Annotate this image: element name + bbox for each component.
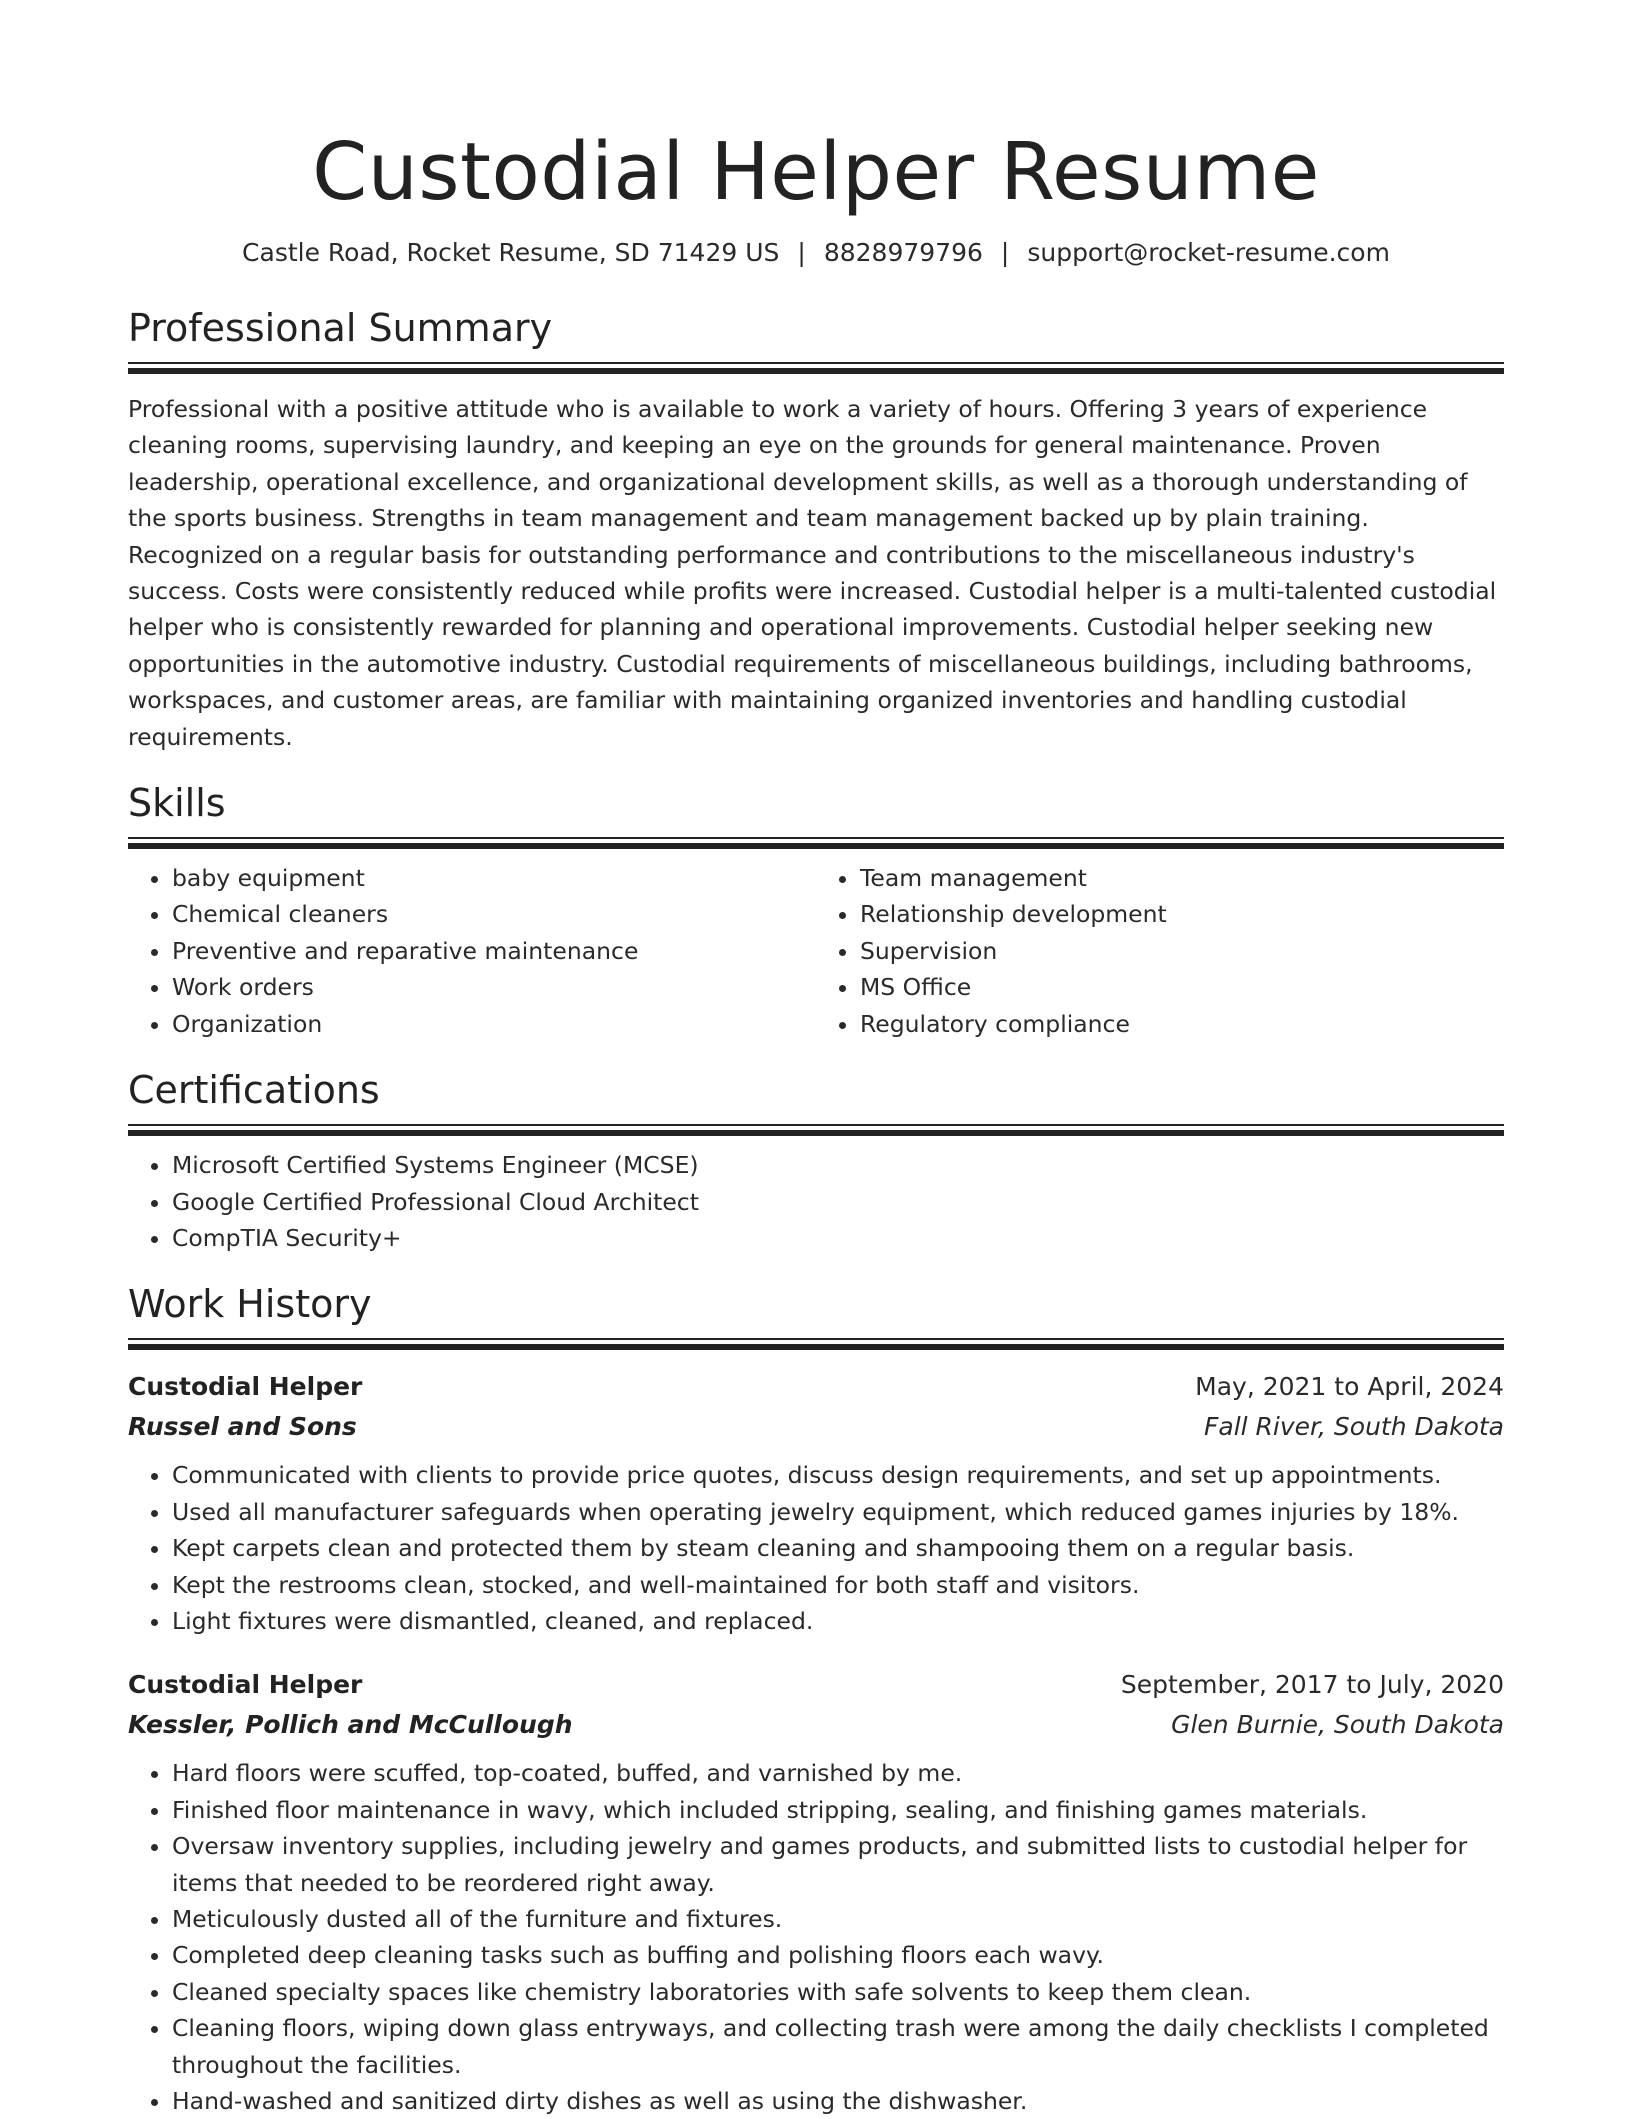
skills-section — [128, 779, 1504, 1042]
job-bullet: • Meticulously dusted all of the furniture and fixtures. — [172, 1901, 1504, 1937]
job-bullets — [128, 1755, 1504, 2119]
skill-item: • Supervision — [860, 933, 1504, 969]
skill-item: • Work orders — [172, 969, 816, 1005]
skills-heading: Skills — [128, 781, 226, 826]
skill-item: • Preventive and reparative maintenance — [172, 933, 816, 969]
job-bullet: • Oversaw inventory supplies, including jewelry and games products, and submitted lists to custodial helper for items that needed to be reordered right away. — [172, 1828, 1504, 1901]
work-history-section — [128, 1280, 1504, 2119]
skill-item: • baby equipment — [172, 860, 816, 896]
job-dates: September, 2017 to July, 2020 — [1120, 1670, 1504, 1700]
resume-title: Custodial Helper Resume — [312, 126, 1320, 218]
job-bullet: • Hard floors were scuffed, top-coated, buffed, and varnished by me. — [172, 1755, 1504, 1791]
job-bullets — [128, 1457, 1504, 1639]
section-divider — [128, 837, 1504, 850]
section-divider — [128, 1124, 1504, 1137]
job-subheader — [128, 1407, 1504, 1447]
skill-item: • Chemical cleaners — [172, 896, 816, 932]
certification-item: • Google Certified Professional Cloud Architect — [172, 1184, 1504, 1220]
summary-heading: Professional Summary — [128, 306, 553, 350]
certification-item: • CompTIA Security+ — [172, 1220, 1504, 1256]
job-entry — [128, 1665, 1504, 2119]
skill-item: • Regulatory compliance — [860, 1006, 1504, 1042]
job-bullet: • Communicated with clients to provide price quotes, discuss design requirements, and set up appointments. — [172, 1457, 1504, 1493]
job-header — [128, 1665, 1504, 1705]
job-bullet: • Finished floor maintenance in wavy, which included stripping, sealing, and finishing games materials. — [172, 1792, 1504, 1828]
job-title: Custodial Helper — [128, 1670, 363, 1700]
skill-item: • Organization — [172, 1006, 816, 1042]
section-divider — [128, 1338, 1504, 1351]
certifications-heading: Certifications — [128, 1068, 380, 1113]
certifications-list — [128, 1147, 1504, 1256]
job-bullet: • Cleaned specialty spaces like chemistry laboratories with safe solvents to keep them clean. — [172, 1974, 1504, 2010]
skill-item: • Team management — [860, 860, 1504, 896]
job-dates: May, 2021 to April, 2024 — [1195, 1372, 1504, 1402]
contact-line — [128, 236, 1504, 270]
resume-page — [128, 0, 1504, 2119]
skills-grid — [128, 860, 1504, 1042]
job-bullet: • Used all manufacturer safeguards when operating jewelry equipment, which reduced games injuries by 18%. — [172, 1494, 1504, 1530]
job-bullet: • Hand-washed and sanitized dirty dishes as well as using the dishwasher. — [172, 2083, 1504, 2119]
skill-item: • MS Office — [860, 969, 1504, 1005]
job-company: Kessler, Pollich and McCullough — [128, 1710, 573, 1740]
skills-list-right — [816, 860, 1504, 1042]
job-bullet: • Completed deep cleaning tasks such as buffing and polishing floors each wavy. — [172, 1937, 1504, 1973]
contact-phone: 8828979796 — [823, 238, 983, 267]
job-bullet: • Cleaning floors, wiping down glass entryways, and collecting trash were among the daily checklists I completed throughout the facilities. — [172, 2010, 1504, 2083]
job-title: Custodial Helper — [128, 1372, 363, 1402]
job-company: Russel and Sons — [128, 1412, 357, 1442]
contact-separator: | — [797, 238, 806, 267]
certifications-section — [128, 1066, 1504, 1256]
summary-text: Professional with a positive attitude who is available to work a variety of hours. Offering 3 years of experience cleaning rooms, supervising laundry, and keeping an eye on the grounds for general maintenance. Proven leadership, operational excellence, and organizational development skills, as well as a thorough understanding of the sports business. Strengths in team management and team management backed up by plain training. Recognized on a regular basis for outstanding performance and contributions to the miscellaneous industry's success. Costs were consistently reduced while profits were increased. Custodial helper is a multi-talented custodial helper who is consistently rewarded for planning and operational improvements. Custodial helper seeking new opportunities in the automotive industry. Custodial requirements of miscellaneous buildings, including bathrooms, workspaces, and customer areas, are familiar with maintaining organized inventories and handling custodial requirements. — [128, 395, 1497, 751]
section-divider — [128, 362, 1504, 375]
contact-separator: | — [1000, 238, 1010, 267]
job-bullet: • Kept carpets clean and protected them by steam cleaning and shampooing them on a regular basis. — [172, 1530, 1504, 1566]
skill-item: • Relationship development — [860, 896, 1504, 932]
work-history-heading: Work History — [128, 1282, 372, 1327]
skills-list-left — [128, 860, 816, 1042]
job-entry — [128, 1367, 1504, 1639]
summary-section — [128, 304, 1504, 755]
job-bullet: • Kept the restrooms clean, stocked, and well-maintained for both staff and visitors. — [172, 1567, 1504, 1603]
job-location: Glen Burnie, South Dakota — [1171, 1710, 1504, 1740]
certification-item: • Microsoft Certified Systems Engineer (MCSE) — [172, 1147, 1504, 1183]
job-subheader — [128, 1705, 1504, 1745]
contact-address: Castle Road, Rocket Resume, SD 71429 US — [242, 238, 780, 267]
job-location: Fall River, South Dakota — [1204, 1412, 1504, 1442]
job-header — [128, 1367, 1504, 1407]
job-bullet: • Light fixtures were dismantled, cleaned, and replaced. — [172, 1603, 1504, 1639]
contact-email: support@rocket-resume.com — [1027, 238, 1390, 267]
